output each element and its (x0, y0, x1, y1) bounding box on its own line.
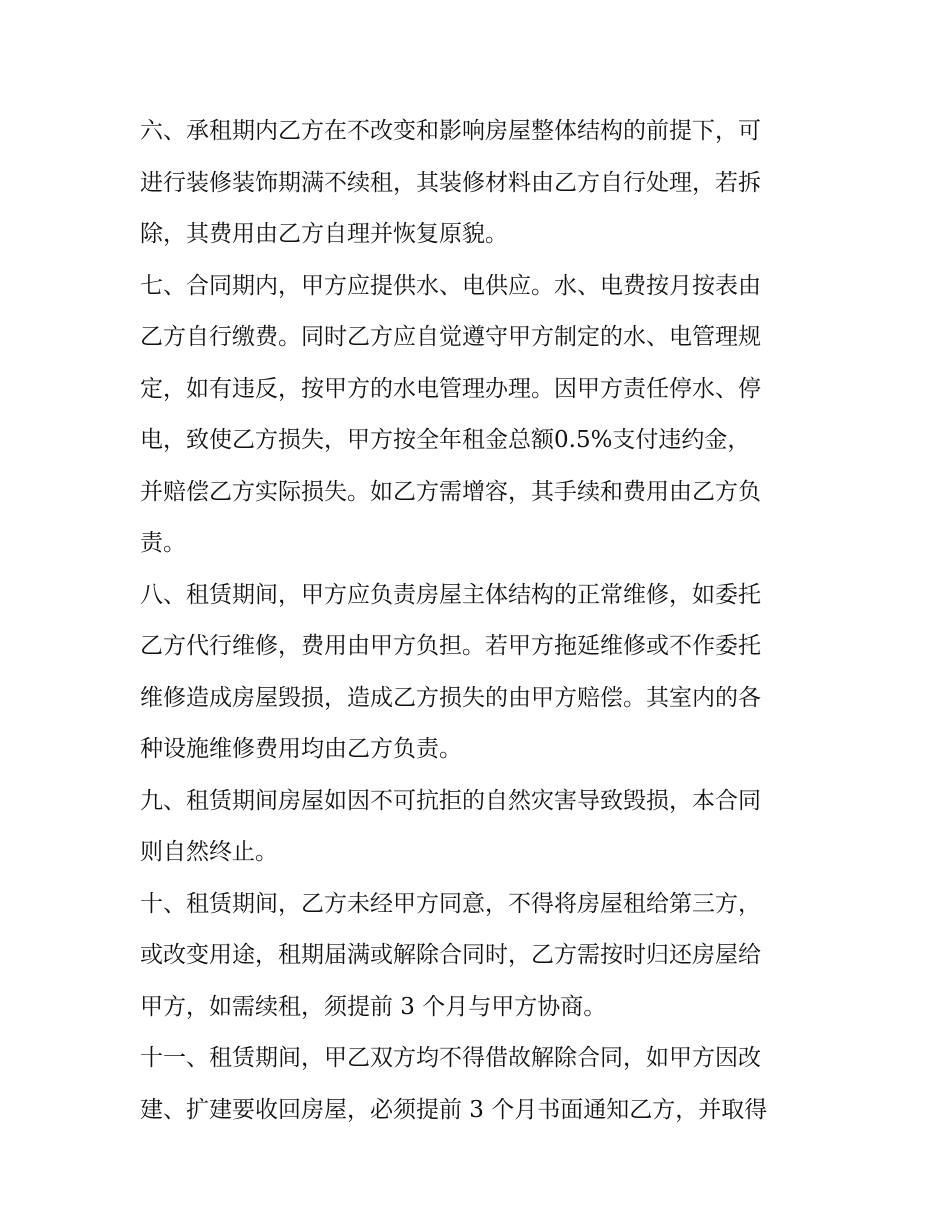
text-line: 乙方代行维修，费用由甲方负担。若甲方拖延维修或不作委托 (140, 633, 761, 659)
text-line: 种设施维修费用均由乙方负责。 (140, 736, 462, 762)
clause-10 (140, 879, 820, 1034)
text-line: 十一、租赁期间，甲乙双方均不得借故解除合同，如甲方因改 (140, 1045, 761, 1071)
clause-11 (140, 1033, 820, 1136)
clause-9 (140, 776, 820, 879)
text-line: 乙方自行缴费。同时乙方应自觉遵守甲方制定的水、电管理规 (140, 324, 761, 350)
clause-7 (140, 261, 820, 570)
text-line: 六、承租期内乙方在不改变和影响房屋整体结构的前提下，可 (140, 118, 761, 144)
text-line: 十、租赁期间，乙方未经甲方同意，不得将房屋租给第三方， (140, 890, 761, 917)
text-line: 九、租赁期间房屋如因不可抗拒的自然灾害导致毁损，本合同 (140, 787, 761, 814)
text-line: 建、扩建要收回房屋，必须提前 3 个月书面通知乙方，并取得 (140, 1096, 768, 1123)
clause-6 (140, 106, 820, 261)
text-line: 或改变用途，租期届满或解除合同时，乙方需按时归还房屋给 (140, 942, 761, 968)
text-line: 则自然终止。 (140, 839, 278, 865)
text-line: 电，致使乙方损失，甲方按全年租金总额0.5%支付违约金， (140, 427, 751, 453)
text-line: 甲方，如需续租，须提前 3 个月与甲方协商。 (140, 993, 607, 1020)
text-line: 除，其费用由乙方自理并恢复原貌。 (140, 221, 508, 247)
text-line: 七、合同期内，甲方应提供水、电供应。水、电费按月按表由 (140, 272, 761, 299)
text-line: 责。 (140, 530, 186, 556)
text-line: 八、租赁期间，甲方应负责房屋主体结构的正常维修，如委托 (140, 581, 761, 608)
text-line: 维修造成房屋毁损，造成乙方损失的由甲方赔偿。其室内的各 (140, 684, 761, 711)
document-body (140, 106, 820, 1136)
clause-8 (140, 570, 820, 776)
text-line: 进行装修装饰期满不续租，其装修材料由乙方自行处理，若拆 (140, 169, 761, 196)
text-line: 定，如有违反，按甲方的水电管理办理。因甲方责任停水、停 (140, 375, 761, 402)
text-line: 并赔偿乙方实际损失。如乙方需增容，其手续和费用由乙方负 (140, 478, 761, 505)
